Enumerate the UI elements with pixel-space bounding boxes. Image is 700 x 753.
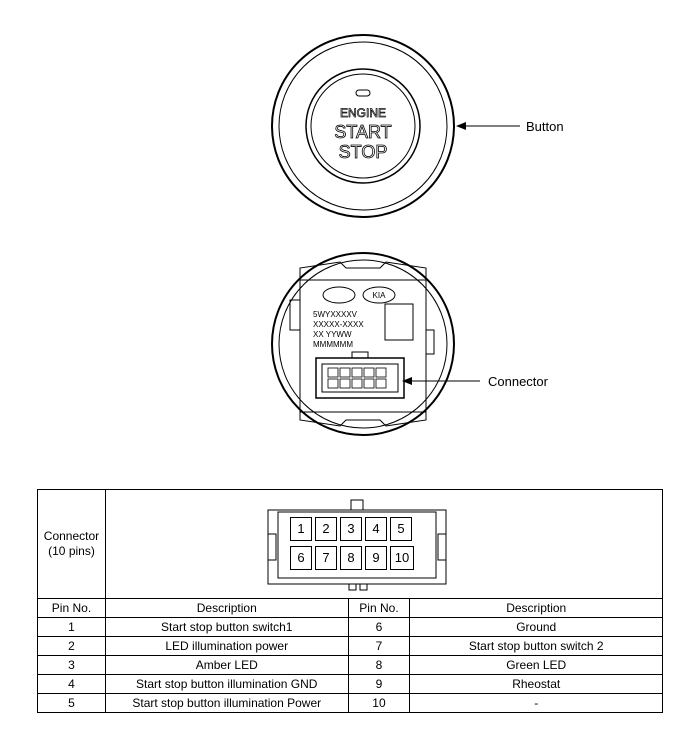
cell: 2 bbox=[38, 637, 106, 656]
cell: 3 bbox=[38, 656, 106, 675]
header-pin-no-2: Pin No. bbox=[348, 599, 410, 618]
cell: - bbox=[410, 694, 663, 713]
header-description-2: Description bbox=[410, 599, 663, 618]
cell: Start stop button illumination GND bbox=[105, 675, 348, 694]
led-indicator-icon bbox=[356, 90, 370, 96]
cell: 9 bbox=[348, 675, 410, 694]
table-row bbox=[38, 637, 663, 656]
button-callout bbox=[456, 119, 564, 134]
cell: 10 bbox=[348, 694, 410, 713]
table-row bbox=[38, 618, 663, 637]
pin-10: 10 bbox=[390, 546, 414, 570]
connector-pinout bbox=[106, 490, 663, 598]
label-line-1: 5WYXXXXV bbox=[313, 310, 358, 319]
cell: 4 bbox=[38, 675, 106, 694]
cell: 8 bbox=[348, 656, 410, 675]
face-text-stop: STOP bbox=[338, 142, 388, 162]
pin-table bbox=[37, 489, 663, 713]
label-line-4: MMMMMM bbox=[313, 340, 353, 349]
button-callout-label: Button bbox=[526, 119, 564, 134]
pin-5: 5 bbox=[390, 517, 412, 541]
cell: LED illumination power bbox=[105, 637, 348, 656]
header-pin-no-1: Pin No. bbox=[38, 599, 106, 618]
label-code-box bbox=[385, 304, 413, 340]
cell: Ground bbox=[410, 618, 663, 637]
pin-7: 7 bbox=[315, 546, 337, 570]
connector-pin-count: (10 pins) bbox=[48, 544, 95, 558]
cell: Start stop button switch1 bbox=[105, 618, 348, 637]
table-row bbox=[38, 694, 663, 713]
connector-label: Connector bbox=[43, 529, 100, 543]
cell: Start stop button switch 2 bbox=[410, 637, 663, 656]
pin-1: 1 bbox=[290, 517, 312, 541]
header-description-1: Description bbox=[105, 599, 348, 618]
cell: Rheostat bbox=[410, 675, 663, 694]
pin-3: 3 bbox=[340, 517, 362, 541]
pin-4: 4 bbox=[365, 517, 387, 541]
face-text-engine: ENGINE bbox=[339, 106, 387, 120]
cell: 6 bbox=[348, 618, 410, 637]
table-header-row bbox=[38, 599, 663, 618]
pin-6: 6 bbox=[290, 546, 312, 570]
connector-row bbox=[38, 490, 663, 599]
table-row bbox=[38, 656, 663, 675]
connector-callout-label: Connector bbox=[488, 374, 548, 389]
pin-9: 9 bbox=[365, 546, 387, 570]
cell: Green LED bbox=[410, 656, 663, 675]
arrowhead-icon bbox=[456, 122, 466, 130]
cell: Amber LED bbox=[105, 656, 348, 675]
connector-label-cell bbox=[38, 490, 106, 599]
cell: 7 bbox=[348, 637, 410, 656]
cell: 1 bbox=[38, 618, 106, 637]
button-front bbox=[272, 35, 454, 217]
back-connector bbox=[316, 352, 404, 398]
face-text-start: START bbox=[334, 122, 392, 142]
pin-8: 8 bbox=[340, 546, 362, 570]
label-line-2: XXXXX-XXXX bbox=[313, 320, 364, 329]
button-back bbox=[272, 253, 454, 435]
label-line-3: XX YYWW bbox=[313, 330, 352, 339]
table-row bbox=[38, 675, 663, 694]
brand-right-text: KIA bbox=[372, 291, 386, 300]
connector-callout bbox=[402, 374, 549, 389]
cell: Start stop button illumination Power bbox=[105, 694, 348, 713]
cell: 5 bbox=[38, 694, 106, 713]
brand-logo-left-icon bbox=[323, 287, 355, 303]
connector-drawing-cell bbox=[105, 490, 662, 599]
pin-2: 2 bbox=[315, 517, 337, 541]
